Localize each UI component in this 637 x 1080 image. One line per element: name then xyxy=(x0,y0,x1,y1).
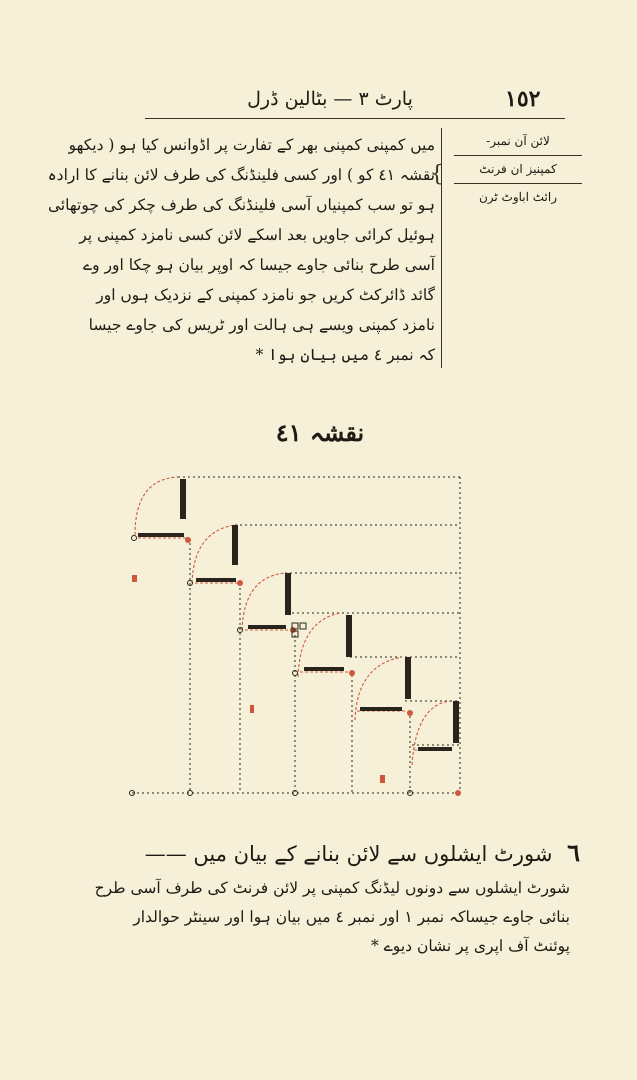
header-rule xyxy=(145,118,565,119)
markers xyxy=(132,537,461,796)
brace-tip: { xyxy=(430,162,444,187)
text-line: آسی طرح بنائی جاوے جیسا کہ اوپر بیان ہو چکا اور وے xyxy=(83,256,435,274)
text-line: کہ نمبر ٤ میں بیان ہوا * xyxy=(255,346,435,364)
margin-note: رائٹ اباوٹ ٹرن xyxy=(478,190,558,204)
text-line: ہوئیل کرائی جاویں بعد اسکے لائن کسی نامزد کمپنی پر xyxy=(79,226,435,244)
text-line: میں کمپنی کمپنی بھر کے تفارت پر اڈوانس کیا ہو ( دیکھو xyxy=(68,136,435,154)
text-line: نقشہ ٤١ کو ) اور کسی فلینڈنگ کی طرف لائن بنانے کا ارادہ xyxy=(47,166,435,184)
section-heading xyxy=(60,838,580,867)
text-line: پوئنٹ آف اپری پر نشان دیوے * xyxy=(371,937,570,955)
figure-title: نقشہ ٤١ xyxy=(275,418,365,447)
paragraph-main xyxy=(45,130,435,370)
text-line: گائد ڈائرکٹ کریں جو نامزد کمپنی کے نزدیک ہوں اور xyxy=(96,286,435,304)
margin-note: لائن آن نمبر- xyxy=(454,128,582,156)
paragraph-section xyxy=(50,874,570,961)
margin-notes xyxy=(454,128,582,211)
margin-note: کمپنیز ان فرنٹ xyxy=(454,156,582,184)
wheel-arcs xyxy=(135,477,450,765)
text-line: نامزد کمپنی ویسے ہی ہالت اور ٹریس کی جاوے جیسا xyxy=(88,316,435,334)
section-title: شورٹ ایشلوں سے لائن بنانے کے بیان میں —— xyxy=(144,842,553,866)
formation-diagram xyxy=(120,465,480,810)
page-number: ١٥٢ xyxy=(505,86,541,112)
end-markers xyxy=(130,536,413,796)
running-head: پارٹ ٣ — بٹالین ڈرل xyxy=(247,88,413,110)
dotted-lines xyxy=(132,477,460,793)
text-line: بنائی جاوے جیساکہ نمبر ١ اور نمبر ٤ میں بیان ہوا اور سینٹر حوالدار xyxy=(133,908,570,926)
section-number: ٦ xyxy=(567,838,580,867)
text-line: ہو تو سب کمپنیاں آسی فلینڈنگ کی طرف چکر کی چوتھائی xyxy=(47,196,435,214)
text-line: شورٹ ایشلوں سے دونوں لیڈنگ کمپنی پر لائن فرنٹ کی طرف آسی طرح xyxy=(94,879,570,897)
